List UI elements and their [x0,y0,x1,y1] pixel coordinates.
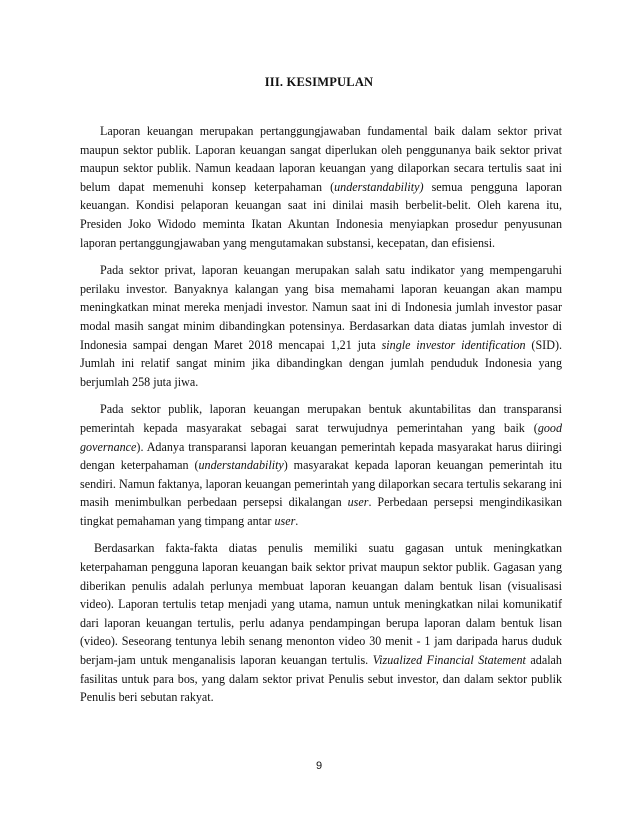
page-number: 9 [315,760,323,772]
text-run: ). Adanya transparansi laporan keuangan pemerintah kepada masyarakat harus diiringi dengan keterpahaman ( [80,439,562,473]
italic-term: understandability [198,458,284,473]
italic-term: understandability) [334,179,424,194]
italic-term: good governance [80,420,562,454]
paragraph [80,539,562,706]
section-title: III. KESIMPULAN [264,75,374,89]
body-text [80,122,562,716]
text-run: Berdasarkan fakta-fakta diatas penulis memiliki suatu gagasan untuk meningkatkan keterpahaman pengguna laporan keuangan baik sektor privat maupun sektor publik. Gagasan yang diberikan penulis adalah perlunya membuat laporan keuangan dalam bentuk lisan (visualisasi video). Laporan tertulis tetap menjadi yang utama, namun untuk meningkatkan nilai komunikatif dari laporan keuangan tertulis, perlu adanya pendampingan berupa laporan dalam bentuk lisan (video). Seseorang tentunya lebih senang menonton video 30 menit - 1 jam daripada harus duduk berjam-jam untuk menganalisis laporan keuangan tertulis. [80,541,562,668]
paragraph [80,400,562,530]
paragraph [80,261,562,391]
text-run: adalah fasilitas untuk para bos, yang dalam sektor privat Penulis sebut investor, dan dalam sektor publik Penulis beri sebutan rakyat. [80,653,562,705]
italic-term: Vizualized Financial Statement [372,653,526,668]
text-run: (SID). Jumlah ini relatif sangat minim jika dibandingkan dengan jumlah penduduk Indonesia yang berjumlah 258 juta jiwa. [80,337,562,389]
italic-term: single investor identification [381,337,526,352]
text-run: Pada sektor publik, laporan keuangan merupakan bentuk akuntabilitas dan transparansi pemerintah kepada masyarakat sebagai sarat terwujudnya pemerintahan yang baik ( [80,402,562,435]
text-run: Laporan keuangan merupakan pertanggungjawaban fundamental baik dalam sektor privat maupun sektor publik. Laporan keuangan sangat diperlukan oleh penggunanya baik sektor privat maupun sektor publik. Namun keadaan laporan keuangan yang dilaporkan secara tertulis saat ini belum dapat memenuhi konsep keterpahaman ( [80,124,562,194]
paragraph [80,122,562,252]
text-run: . Perbedaan persepsi mengindikasikan tingkat pemahaman yang timpang antar [80,495,562,528]
text-run: . [295,513,299,528]
text-run: ) masyarakat kepada laporan keuangan pemerintah itu sendiri. Namun faktanya, laporan keuangan pemerintah yang dilaporkan secara tertulis sekarang ini masih menimbulkan perbedaan persepsi dikalangan [80,458,562,510]
italic-term: user [274,513,296,528]
text-run: Pada sektor privat, laporan keuangan merupakan salah satu indikator yang mempengaruhi perilaku investor. Banyaknya kalangan yang bisa memahami laporan keuangan akan mampu meningkatkan minat mereka menjadi investor. Namun saat ini di Indonesia jumlah investor pasar modal masih sangat minim dibandingkan potensinya. Berdasarkan data diatas jumlah investor di Indonesia sampai dengan Maret 2018 mencapai 1,21 juta [80,263,562,352]
text-run: semua pengguna laporan keuangan. Kondisi pelaporan keuangan saat ini dinilai masih berbelit-belit. Oleh karena itu, Presiden Joko Widodo meminta Ikatan Akuntan Indonesia menyiapkan prosedur penyusunan laporan pertanggungjawaban yang mengutamakan substansi, kecepatan, dan efisiensi. [80,179,562,250]
italic-term: user [347,495,369,510]
